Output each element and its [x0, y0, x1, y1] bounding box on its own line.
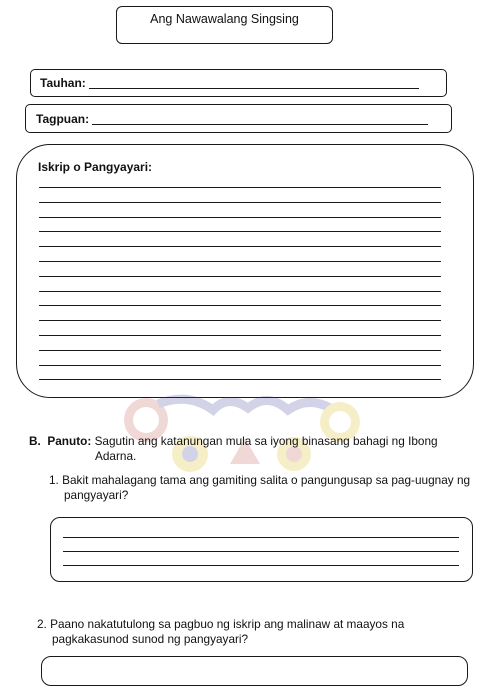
iskrip-writing-line[interactable]	[39, 276, 441, 277]
tagpuan-field	[25, 104, 452, 133]
iskrip-writing-line[interactable]	[39, 231, 441, 232]
iskrip-writing-line[interactable]	[39, 291, 441, 292]
tauhan-label: Tauhan:	[40, 76, 86, 90]
section-b-marker: B.	[29, 434, 41, 448]
question-2-line2: pagkakasunod sunod ng pangyayari?	[52, 632, 249, 646]
iskrip-writing-line[interactable]	[39, 246, 441, 247]
iskrip-box	[16, 144, 474, 398]
iskrip-writing-line[interactable]	[39, 305, 441, 306]
instruction-text-line1: Sagutin ang katanungan mula sa iyong binasang bahagi ng Ibong	[94, 434, 438, 448]
section-b-instruction	[29, 434, 484, 464]
question-2-line1: Paano nakatutulong sa pagbuo ng iskrip ang malinaw at maayos na	[50, 617, 405, 631]
iskrip-writing-line[interactable]	[39, 379, 441, 380]
answer-1-writing-line[interactable]	[63, 565, 459, 566]
answer-1-writing-line[interactable]	[63, 551, 459, 552]
tagpuan-answer-line[interactable]	[92, 124, 428, 125]
question-1-number: 1.	[49, 473, 59, 487]
tagpuan-label: Tagpuan:	[36, 111, 90, 126]
question-1-line1: Bakit mahalagang tama ang gamiting salita o pangungusap sa pag-uugnay ng	[62, 473, 471, 487]
iskrip-writing-line[interactable]	[39, 365, 441, 366]
iskrip-writing-line[interactable]	[39, 217, 441, 218]
iskrip-writing-line[interactable]	[39, 261, 441, 262]
instruction-text-line2: Adarna.	[95, 449, 137, 463]
iskrip-label: Iskrip o Pangyayari:	[38, 160, 153, 174]
iskrip-writing-line[interactable]	[39, 350, 441, 351]
tauhan-answer-line[interactable]	[89, 88, 419, 89]
question-2	[37, 617, 477, 647]
question-1	[49, 473, 479, 503]
answer-1-writing-line[interactable]	[63, 537, 459, 538]
question-2-number: 2.	[37, 617, 47, 631]
question-1-line2: pangyayari?	[64, 488, 129, 502]
iskrip-writing-line[interactable]	[39, 335, 441, 336]
worksheet-title: Ang Nawawalang Singsing	[116, 6, 333, 44]
answer-box-1[interactable]	[50, 517, 473, 582]
answer-box-2[interactable]	[41, 656, 468, 686]
iskrip-writing-line[interactable]	[39, 320, 441, 321]
iskrip-writing-line[interactable]	[39, 187, 441, 188]
iskrip-writing-line[interactable]	[39, 202, 441, 203]
panuto-label: Panuto:	[47, 434, 92, 448]
tauhan-field	[30, 69, 447, 97]
